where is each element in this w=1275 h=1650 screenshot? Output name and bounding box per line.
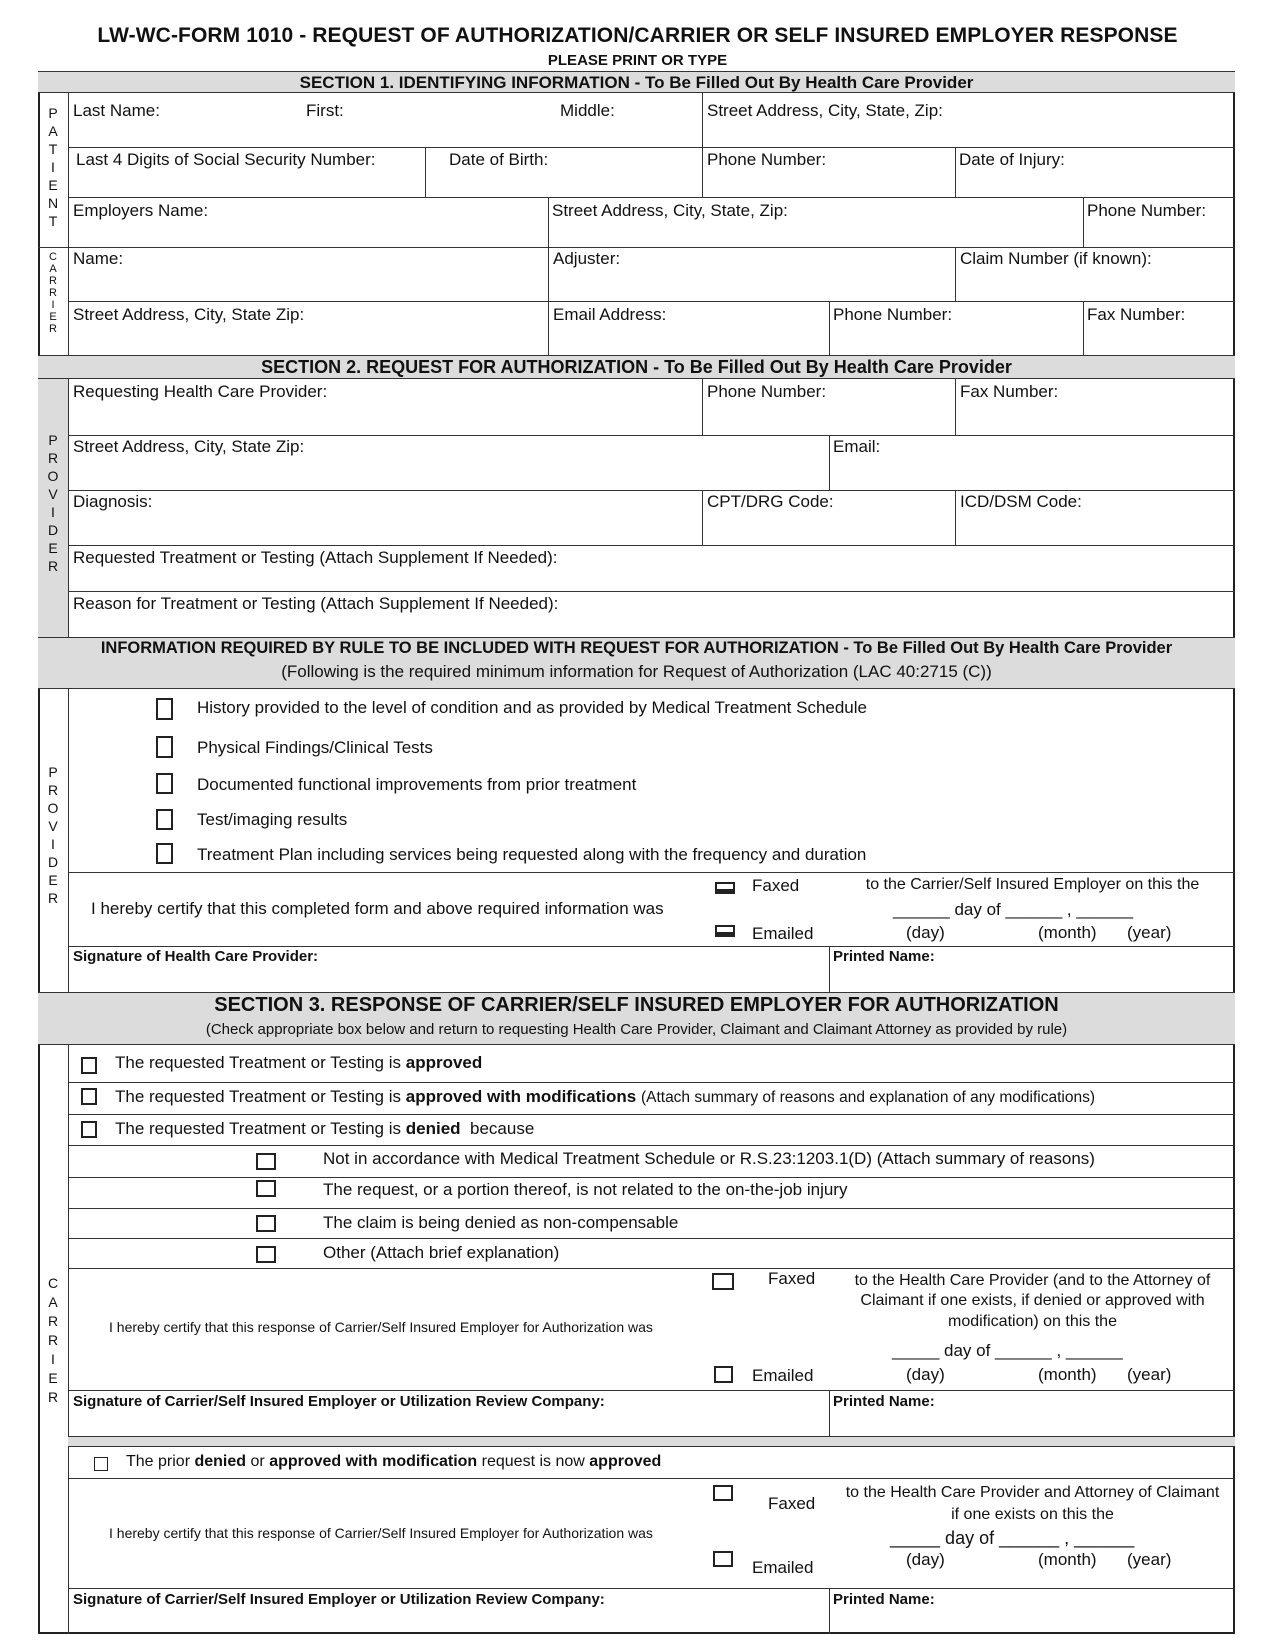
carrier-fax-label: Fax Number: — [1087, 305, 1186, 324]
treatment-plan-checkbox[interactable] — [156, 843, 173, 864]
carrier-day-label: (day) — [906, 1365, 945, 1384]
side-divider — [68, 93, 69, 355]
divider — [1083, 197, 1084, 247]
divider — [68, 147, 1235, 148]
divider — [68, 591, 1235, 592]
divider — [829, 435, 830, 490]
approved-checkbox[interactable] — [81, 1057, 97, 1074]
to-carrier-text: to the Carrier/Self Insured Employer on this the — [865, 876, 1200, 893]
imaging-results-checkbox[interactable] — [156, 809, 173, 830]
approved-row: The requested Treatment or Testing is approved — [115, 1053, 483, 1072]
reason-not-related-label: The request, or a portion thereof, is not related to the on-the-job injury — [323, 1180, 848, 1199]
provider-email-label: Email: — [833, 437, 881, 456]
history-label: History provided to the level of condition and as provided by Medical Treatment Schedule — [197, 698, 867, 717]
carrier-faxed-checkbox-2[interactable] — [713, 1485, 733, 1501]
carrier-emailed-checkbox[interactable] — [714, 1366, 733, 1383]
provider-fax-label: Fax Number: — [960, 382, 1059, 401]
section3-subheading: (Check appropriate box below and return to requesting Health Care Provider, Claimant and Claimant Attorney as provided by rule) — [205, 1021, 1068, 1038]
divider — [68, 435, 1235, 436]
carrier-name-label: Name: — [73, 249, 124, 268]
reason-non-compensable-checkbox[interactable] — [256, 1215, 276, 1232]
functional-improvements-label: Documented functional improvements from prior treatment — [197, 775, 637, 794]
imaging-results-label: Test/imaging results — [197, 810, 348, 829]
patient-phone-label: Phone Number: — [707, 150, 827, 169]
divider — [955, 147, 956, 197]
divider — [955, 247, 956, 301]
first-name-label: First: — [306, 101, 344, 120]
carrier-year-label: (year) — [1127, 1365, 1172, 1384]
provider-faxed-label: Faxed — [752, 876, 800, 895]
reason-schedule-checkbox[interactable] — [256, 1153, 276, 1170]
divider — [68, 379, 69, 637]
history-checkbox[interactable] — [156, 698, 173, 720]
carrier-signature-label: Signature of Carrier/Self Insured Employer or Utilization Review Company: — [73, 1393, 605, 1410]
section3-heading: SECTION 3. RESPONSE OF CARRIER/SELF INSURED EMPLOYER FOR AUTHORIZATION — [214, 994, 1059, 1016]
provider-emailed-checkbox[interactable] — [715, 925, 735, 937]
last-name-label: Last Name: — [73, 101, 160, 120]
middle-name-label: Middle: — [560, 101, 615, 120]
patient-street-label: Street Address, City, State, Zip: — [707, 101, 943, 120]
carrier-date-line: _____ day of ______ , ______ — [892, 1341, 1123, 1360]
divider — [68, 545, 1235, 546]
requested-treatment-label: Requested Treatment or Testing (Attach Supplement If Needed): — [73, 548, 558, 567]
divider — [829, 946, 830, 992]
carrier-faxed-label: Faxed — [768, 1269, 816, 1288]
approved-mod-checkbox[interactable] — [81, 1088, 97, 1105]
to-provider-text-1: to the Health Care Provider (and to the Attorney of — [854, 1272, 1211, 1289]
divider — [829, 301, 830, 355]
form-title: LW-WC-FORM 1010 - REQUEST OF AUTHORIZATION/CARRIER OR SELF INSURED EMPLOYER RESPONSE — [97, 24, 1178, 47]
separator-band — [68, 1436, 1235, 1447]
diagnosis-label: Diagnosis: — [73, 492, 153, 511]
reason-other-checkbox[interactable] — [256, 1246, 276, 1263]
doi-label: Date of Injury: — [959, 150, 1065, 169]
provider-date-line: ______ day of ______ , ______ — [893, 900, 1134, 919]
section1-heading: SECTION 1. IDENTIFYING INFORMATION - To Be Filled Out By Health Care Provider — [299, 73, 974, 92]
provider-emailed-label: Emailed — [752, 924, 814, 943]
info-required-heading: INFORMATION REQUIRED BY RULE TO BE INCLUDED WITH REQUEST FOR AUTHORIZATION - To Be Filled Out By Health Care Provider — [100, 639, 1173, 657]
carrier-faxed-label-2: Faxed — [768, 1494, 816, 1513]
divider — [68, 1045, 69, 1634]
provider-day-label: (day) — [906, 923, 945, 942]
divider — [68, 1082, 1235, 1083]
provider-signature-label: Signature of Health Care Provider: — [73, 948, 319, 965]
divider — [68, 1145, 1235, 1146]
carrier-side-label-2: C A R R I E R — [47, 1275, 59, 1405]
section2-heading: SECTION 2. REQUEST FOR AUTHORIZATION - To Be Filled Out By Health Care Provider — [261, 357, 1012, 377]
cpt-label: CPT/DRG Code: — [707, 492, 834, 511]
divider — [68, 1478, 1235, 1479]
provider-printed-name-label: Printed Name: — [833, 948, 935, 965]
carrier-date-line-2: _____ day of ______ , ______ — [890, 1528, 1135, 1548]
carrier-signature-label-2: Signature of Carrier/Self Insured Employer or Utilization Review Company: — [73, 1591, 605, 1608]
treatment-plan-label: Treatment Plan including services being requested along with the frequency and duration — [197, 845, 867, 864]
provider-year-label: (year) — [1127, 923, 1172, 942]
divider — [702, 93, 703, 197]
divider — [68, 490, 1235, 491]
claim-number-label: Claim Number (if known): — [960, 249, 1152, 268]
divider — [68, 1114, 1235, 1115]
ssn-label: Last 4 Digits of Social Security Number: — [76, 150, 376, 169]
employer-street-label: Street Address, City, State, Zip: — [552, 201, 788, 220]
carrier-emailed-label: Emailed — [752, 1366, 814, 1385]
requesting-provider-label: Requesting Health Care Provider: — [73, 382, 328, 401]
carrier-side-label: C A R R I E R — [49, 251, 57, 335]
carrier-street-label: Street Address, City, State Zip: — [73, 305, 305, 324]
reason-non-compensable-label: The claim is being denied as non-compensable — [323, 1213, 679, 1232]
divider — [68, 1588, 1235, 1589]
employer-name-label: Employers Name: — [73, 201, 209, 220]
prior-approved-checkbox[interactable] — [94, 1457, 108, 1471]
divider — [68, 197, 1235, 198]
to-provider2-text-2: if one exists on this the — [951, 1506, 1114, 1523]
divider — [955, 490, 956, 545]
divider — [68, 301, 1235, 302]
carrier-day-label-2: (day) — [906, 1550, 945, 1569]
divider — [955, 379, 956, 435]
carrier-printed-name-label: Printed Name: — [833, 1393, 935, 1410]
provider-side-label: P R O V I D E R — [47, 432, 59, 574]
divider — [68, 872, 1235, 873]
carrier-email-label: Email Address: — [553, 305, 667, 324]
reason-other-label: Other (Attach brief explanation) — [323, 1243, 560, 1262]
divider — [68, 946, 1235, 947]
info-required-subheading: (Following is the required minimum information for Request of Authorization (LAC 40:2715 (C)) — [281, 662, 992, 681]
carrier-month-label: (month) — [1038, 1365, 1097, 1384]
carrier-phone-label: Phone Number: — [833, 305, 953, 324]
adjuster-label: Adjuster: — [553, 249, 621, 268]
to-provider-text-3: modification) on this the — [948, 1313, 1117, 1330]
to-provider-text-2: Claimant if one exists, if denied or approved with — [860, 1292, 1205, 1309]
carrier-month-label-2: (month) — [1038, 1550, 1097, 1569]
approved-mod-row: The requested Treatment or Testing is approved with modifications (Attach summary of reasons and explanation of any modifications) — [115, 1087, 1095, 1106]
provider-side-label-2: P R O V I D E R — [47, 764, 59, 906]
provider-faxed-checkbox[interactable] — [715, 882, 735, 894]
prior-approved-row: The prior denied or approved with modification request is now approved — [126, 1453, 662, 1470]
treatment-reason-label: Reason for Treatment or Testing (Attach Supplement If Needed): — [73, 594, 559, 613]
reason-schedule-label: Not in accordance with Medical Treatment Schedule or R.S.23:1203.1(D) (Attach summary of reasons) — [323, 1149, 1095, 1168]
provider-phone-label: Phone Number: — [707, 382, 827, 401]
divider — [702, 379, 703, 435]
employer-phone-label: Phone Number: — [1087, 201, 1207, 220]
physical-findings-label: Physical Findings/Clinical Tests — [197, 738, 433, 757]
patient-side-label: P A T I E N T — [47, 105, 59, 229]
to-provider2-text-1: to the Health Care Provider and Attorney of Claimant — [845, 1484, 1220, 1501]
provider-month-label: (month) — [1038, 923, 1097, 942]
carrier-certify-text: I hereby certify that this response of Carrier/Self Insured Employer for Authorization was — [109, 1319, 653, 1335]
provider-certify-text: I hereby certify that this completed form and above required information was — [91, 899, 664, 918]
carrier-emailed-checkbox-2[interactable] — [713, 1551, 733, 1567]
physical-findings-checkbox[interactable] — [156, 736, 173, 758]
divider — [68, 1177, 1235, 1178]
divider — [1083, 301, 1084, 355]
carrier-faxed-checkbox[interactable] — [712, 1273, 734, 1290]
divider — [425, 147, 426, 197]
form-subtitle: PLEASE PRINT OR TYPE — [547, 52, 728, 69]
divider — [68, 1390, 1235, 1391]
divider — [829, 1390, 830, 1436]
divider — [829, 1588, 830, 1634]
denied-checkbox[interactable] — [81, 1121, 97, 1138]
reason-not-related-checkbox[interactable] — [256, 1180, 276, 1197]
divider — [68, 1208, 1235, 1209]
divider — [548, 197, 549, 355]
divider — [68, 1238, 1235, 1239]
carrier-year-label-2: (year) — [1127, 1550, 1172, 1569]
divider — [68, 1268, 1235, 1269]
denied-row: The requested Treatment or Testing is denied because — [115, 1119, 535, 1138]
provider-street-label: Street Address, City, State Zip: — [73, 437, 305, 456]
carrier-certify-text-2: I hereby certify that this response of Carrier/Self Insured Employer for Authorization was — [109, 1525, 653, 1541]
carrier-printed-name-label-2: Printed Name: — [833, 1591, 935, 1608]
functional-improvements-checkbox[interactable] — [156, 773, 173, 794]
dob-label: Date of Birth: — [449, 150, 549, 169]
divider — [702, 490, 703, 545]
icd-label: ICD/DSM Code: — [960, 492, 1082, 511]
carrier-emailed-label-2: Emailed — [752, 1558, 814, 1577]
divider — [38, 247, 1235, 248]
